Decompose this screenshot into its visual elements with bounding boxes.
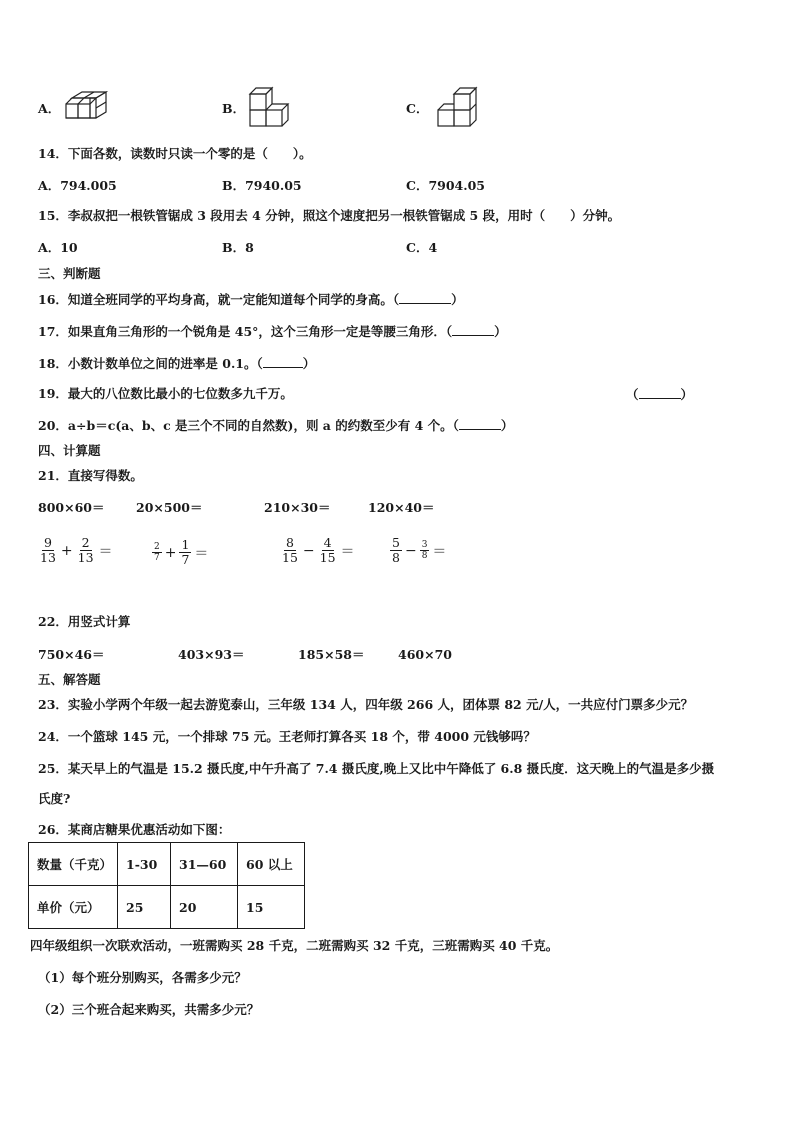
question-16-text: 16．知道全班同学的平均身高，就一定能知道每个同学的身高。 xyxy=(38,292,393,307)
question-26-sub1: （1）每个班分别购买，各需多少元？ xyxy=(38,970,247,985)
q14-option-a: A．794.005 xyxy=(38,178,117,193)
vertical-calc-item: 185×58＝ xyxy=(298,647,365,662)
cube-figure-a xyxy=(62,90,108,124)
question-18-text: 18．小数计数单位之间的进率是 0.1。 xyxy=(38,356,257,371)
table-cell: 15 xyxy=(238,886,305,929)
q15-option-a: A．10 xyxy=(38,240,78,255)
option-label-b: B． xyxy=(222,101,246,116)
q15-option-c: C．4 xyxy=(406,240,438,255)
answer-blank[interactable] xyxy=(459,417,501,430)
table-cell: 单价（元） xyxy=(29,886,118,929)
calc-item: 20×500＝ xyxy=(136,500,203,515)
cube-figure-c xyxy=(434,86,480,130)
fraction-expression: $\frac{2}{7}$ + $\frac{1}{7}$ ＝ xyxy=(154,537,209,567)
q14-option-c: C．7904.05 xyxy=(406,178,485,193)
option-label-c: C． xyxy=(406,101,429,116)
table-cell: 20 xyxy=(171,886,238,929)
question-20-text: 20．a÷b＝c(a、b、c 是三个不同的自然数)，则 a 的约数至少有 4 个。 xyxy=(38,418,453,433)
cube-figure-b xyxy=(246,86,292,130)
fraction-expression: $\frac{9}{13}$ + $\frac{2}{13}$ ＝ xyxy=(40,535,113,565)
vertical-calc-item: 403×93＝ xyxy=(178,647,245,662)
table-cell: 25 xyxy=(118,886,171,929)
table-cell: 1-30 xyxy=(118,843,171,886)
fraction-expression: $\frac{5}{8}$ − $\frac{3}{8}$ ＝ xyxy=(392,535,447,565)
q15-option-b: B．8 xyxy=(222,240,254,255)
table-cell: 31—60 xyxy=(171,843,238,886)
question-14-stem: 14．下面各数，读数时只读一个零的是（ ）。 xyxy=(38,146,312,161)
question-26-description: 四年级组织一次联欢活动，一班需购买 28 千克，二班需购买 32 千克，三班需购买 40 千克。 xyxy=(30,938,559,953)
question-19 xyxy=(38,386,293,402)
vertical-calc-item: 750×46＝ xyxy=(38,647,105,662)
fraction-expression: $\frac{8}{15}$ − $\frac{4}{15}$ ＝ xyxy=(282,535,355,565)
section-4-heading: 四、计算题 xyxy=(38,443,101,458)
question-25-line2: 氏度? xyxy=(38,791,71,806)
question-21-stem: 21．直接写得数。 xyxy=(38,468,143,483)
question-16: 16．知道全班同学的平均身高，就一定能知道每个同学的身高。（ ） xyxy=(38,292,464,307)
vertical-calc-item: 460×70 xyxy=(398,647,452,662)
price-table xyxy=(28,842,305,929)
question-26-sub2: （2）三个班合起来购买，共需多少元？ xyxy=(38,1002,260,1017)
question-19-answer: （ ） xyxy=(626,387,694,402)
section-5-heading: 五、解答题 xyxy=(38,672,101,687)
calc-item: 210×30＝ xyxy=(264,500,331,515)
question-15-stem: 15．李叔叔把一根铁管锯成 3 段用去 4 分钟，照这个速度把另一根铁管锯成 5 段，用时（ ）分钟。 xyxy=(38,208,621,223)
table-cell: 60 以上 xyxy=(238,843,305,886)
section-3-heading: 三、判断题 xyxy=(38,266,101,281)
q14-option-b: B．7940.05 xyxy=(222,178,302,193)
table-row xyxy=(29,886,305,929)
question-22-stem: 22．用竖式计算 xyxy=(38,614,131,629)
answer-blank[interactable] xyxy=(263,355,303,368)
option-label-a: A． xyxy=(38,101,61,116)
table-cell: 数量（千克） xyxy=(29,843,118,886)
answer-blank[interactable] xyxy=(452,323,494,336)
question-20: 20．a÷b＝c(a、b、c 是三个不同的自然数)，则 a 的约数至少有 4 个。（ ） xyxy=(38,418,514,433)
question-26-stem: 26．某商店糖果优惠活动如下图： xyxy=(38,822,231,837)
table-row xyxy=(29,843,305,886)
question-23: 23．实验小学两个年级一起去游览泰山，三年级 134 人，四年级 266 人，团体票 82 元/人，一共应付门票多少元？ xyxy=(38,697,694,712)
question-19-text: 19．最大的八位数比最小的七位数多九千万。 xyxy=(38,386,293,401)
question-25-line1: 25．某天早上的气温是 15.2 摄氏度,中午升高了 7.4 摄氏度,晚上又比中午降低了 6.8 摄氏度．这天晚上的气温是多少摄 xyxy=(38,761,715,776)
answer-blank[interactable] xyxy=(639,386,681,399)
calc-item: 800×60＝ xyxy=(38,500,105,515)
question-24: 24．一个篮球 145 元，一个排球 75 元。王老师打算各买 18 个，带 4000 元钱够吗？ xyxy=(38,729,536,744)
answer-blank[interactable] xyxy=(399,291,451,304)
question-17: 17．如果直角三角形的一个锐角是 45°，这个三角形一定是等腰三角形．（ ） xyxy=(38,324,507,339)
question-18: 18．小数计数单位之间的进率是 0.1。（ ） xyxy=(38,356,316,371)
question-17-text: 17．如果直角三角形的一个锐角是 45°，这个三角形一定是等腰三角形． xyxy=(38,324,446,339)
calc-item: 120×40＝ xyxy=(368,500,435,515)
